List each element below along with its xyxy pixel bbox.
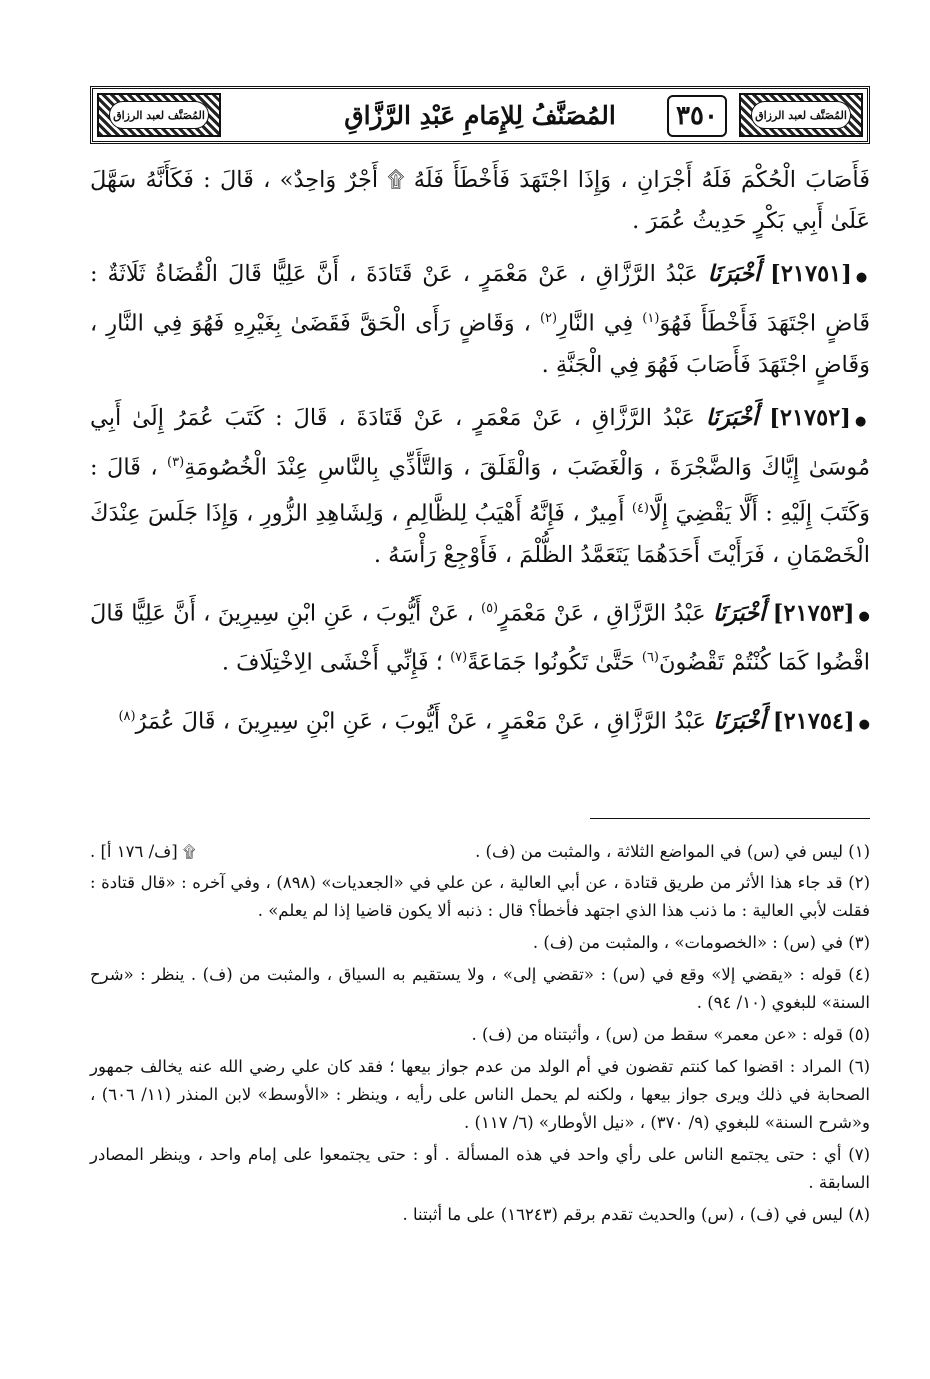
hadith-21752 <box>90 398 870 576</box>
footnote-first-line <box>90 838 870 865</box>
running-header <box>90 86 870 144</box>
akhbarana-label: أَخْبَرَنَا <box>705 404 759 431</box>
ornament-right <box>739 93 863 137</box>
footnote-1: (١) ليس في (س) في المواضع الثلاثة ، والمثبت من (ف) . <box>475 842 870 861</box>
hadith-21753 <box>90 588 870 684</box>
footnote-5: (٥) قوله : «عن معمر» سقط من (س) ، وأثبتناه من (ف) . <box>471 1025 870 1044</box>
hadith-text: ، قَالَ : وَكَتَبَ إِلَيْهِ : أَلَّا يَقْضِيَ إِلَّا <box>90 454 870 527</box>
hadith-text: حَتَّىٰ تَكُونُوا جَمَاعَةً <box>467 649 642 676</box>
footnote-ref[interactable]: (٤) <box>631 501 649 516</box>
akhbarana-label: أَخْبَرَنَا <box>713 708 766 734</box>
hadith-21754 <box>90 696 870 746</box>
footnote-ref[interactable]: (٨) <box>118 708 136 724</box>
hadith-number: [٢١٧٥٣] <box>772 600 855 626</box>
running-title: المُصَنَّفُ لِلإِمَامِ عَبْدِ الرَّزَّاقِ <box>344 101 616 130</box>
hadith-text: ، وَقَاضٍ رَأَى الْحَقَّ فَقَضَىٰ بِغَيْرِهِ فَهُوَ فِي النَّارِ ، وَقَاضٍ اجْتَهَدَ فَأَصَابَ فَهُوَ فِي الْجَنَّةِ . <box>90 310 870 378</box>
main-text <box>90 160 870 757</box>
hadith-text: عَبْدُ الرَّزَّاقِ ، عَنْ مَعْمَرٍ ، عَنْ أَيُّوبَ ، عَنِ ابْنِ سِيرِينَ ، قَالَ عُمَرُ <box>135 708 707 734</box>
akhbarana-label: أَخْبَرَنَا <box>712 600 766 626</box>
ornament-left <box>97 93 221 137</box>
footnote-ref[interactable]: (٢) <box>539 311 558 326</box>
footnote-ref[interactable]: (٥) <box>480 600 499 616</box>
footnotes <box>90 838 870 1233</box>
footnote-ref[interactable]: (١) <box>642 311 660 326</box>
bullet-icon: ● <box>855 270 871 285</box>
hadith-number: [٢١٧٥٤] <box>772 708 855 734</box>
footnote-6: (٦) المراد : اقضوا كما كنتم تقضون في أم الولد من عدم جواز بيعها ؛ فقد كان علي رضي الله عنه يخالف جمهور الصحابة في ذلك ويرى جواز بيعها ، ولكنه لم يحمل الناس على رأيه ، وينظر : «الأوسط» لابن المنذر (١١/ ٦٠٦) ، و«شرح السنة» للبغوي (٩/ ٣٧٠) ، «نيل الأوطار» (٦/ ١١٧) . <box>90 1057 870 1132</box>
ornament-badge-right: المُصَنَّف لعبد الرزاق <box>751 101 851 129</box>
page-number: ٣٥٠ <box>667 95 727 137</box>
ornament-badge-left: المُصَنَّف لعبد الرزاق <box>109 101 209 129</box>
footnote-8: (٨) ليس في (ف) ، (س) والحديث تقدم برقم (١٦٢٤٣) على ما أثبتنا . <box>402 1205 870 1224</box>
bullet-icon: ● <box>854 413 871 429</box>
footnote-3: (٣) في (س) : «الخصومات» ، والمثبت من (ف) . <box>532 933 870 952</box>
footnote-4: (٤) قوله : «يقضي إلا» وقع في (س) : «تقضي إلى» ، ولا يستقيم به السياق ، والمثبت من (ف) . ينظر : «شرح السنة» للبغوي (١٠/ ٩٤) . <box>90 965 870 1012</box>
hadith-number: [٢١٧٥١] <box>770 261 852 287</box>
akhbarana-label: أَخْبَرَنَا <box>707 261 761 287</box>
bullet-icon: ● <box>858 609 871 624</box>
folio-marker: ۩ [ف/ ١٧٦ أ] . <box>90 842 196 861</box>
hadith-21751 <box>90 254 870 386</box>
hadith-text: عَبْدُ الرَّزَّاقِ ، عَنْ مَعْمَرٍ ، عَنْ قَتَادَةَ ، أَنَّ عَلِيًّا قَالَ الْقُضَاةُ ثَلَاثَةٌ : قَاضٍ اجْتَهَدَ فَأَخْطَأَ فَهُوَ <box>90 261 870 337</box>
footnote-7: (٧) أي : حتى يجتمع الناس على رأي واحد في هذه المسألة . أو : حتى يجتمعوا على إمام واحد ، وينظر المصادر السابقة . <box>90 1145 870 1192</box>
hadith-text: عَبْدُ الرَّزَّاقِ ، عَنْ مَعْمَرٍ <box>498 600 706 626</box>
footnote-divider <box>590 818 870 819</box>
hadith-text: أَمِيرٌ ، فَإِنَّهُ أَهْيَبُ لِلظَّالِمِ ، وَلِشَاهِدِ الزُّورِ ، وَإِذَا جَلَسَ عِنْدَكَ الْخَصْمَانِ ، فَرَأَيْتَ أَحَدَهُمَا يَتَعَمَّدُ الظُّلْمَ ، فَأَوْجِعْ رَأْسَهُ . <box>90 500 870 568</box>
footnote-ref[interactable]: (٧) <box>450 650 468 665</box>
footnote-ref[interactable]: (٣) <box>167 454 185 470</box>
hadith-text: عَبْدُ الرَّزَّاقِ ، عَنْ مَعْمَرٍ ، عَنْ قَتَادَةَ ، قَالَ : كَتَبَ عُمَرُ إِلَىٰ أَبِي مُوسَىٰ إِيَّاكَ وَالضَّجْرَةَ ، وَالْغَضَبَ ، وَالْقَلَقَ ، وَالتَّأَذِّي بِالنَّاسِ عِنْدَ الْخُصُومَةِ <box>90 404 870 480</box>
footnote-ref[interactable]: (٦) <box>641 650 659 665</box>
hadith-number: [٢١٧٥٢] <box>769 404 851 431</box>
hadith-text: ؛ فَإِنِّي أَخْشَى الِاخْتِلَافَ . <box>221 649 451 676</box>
hadith-text: ، عَنْ أَيُّوبَ ، عَنِ ابْنِ سِيرِينَ ، أَنَّ عَلِيًّا قَالَ اقْضُوا كَمَا كُنْتُمْ تَقْضُونَ <box>90 600 870 676</box>
continuation-paragraph: فَأَصَابَ الْحُكْمَ فَلَهُ أَجْرَانِ ، وَإِذَا اجْتَهَدَ فَأَخْطَأَ فَلَهُ ۩ أَجْرٌ وَاحِدٌ» ، قَالَ : فَكَأَنَّهُ سَهَّلَ عَلَىٰ أَبِي بَكْرٍ حَدِيثُ عُمَرَ . <box>90 167 870 234</box>
footnote-2: (٢) قد جاء هذا الأثر من طريق قتادة ، عن أبي العالية ، عن علي في «الجعديات» (٨٩٨) ، وفي آخره : «قال قتادة : فقلت لأبي العالية : ما ذنب هذا الذي اجتهد فأخطأ؟ قال : ذنبه ألا يكون قاضيا إذا لم يعلم» . <box>90 873 870 920</box>
hadith-text: فِي النَّارِ <box>557 310 643 337</box>
bullet-icon: ● <box>858 717 870 732</box>
